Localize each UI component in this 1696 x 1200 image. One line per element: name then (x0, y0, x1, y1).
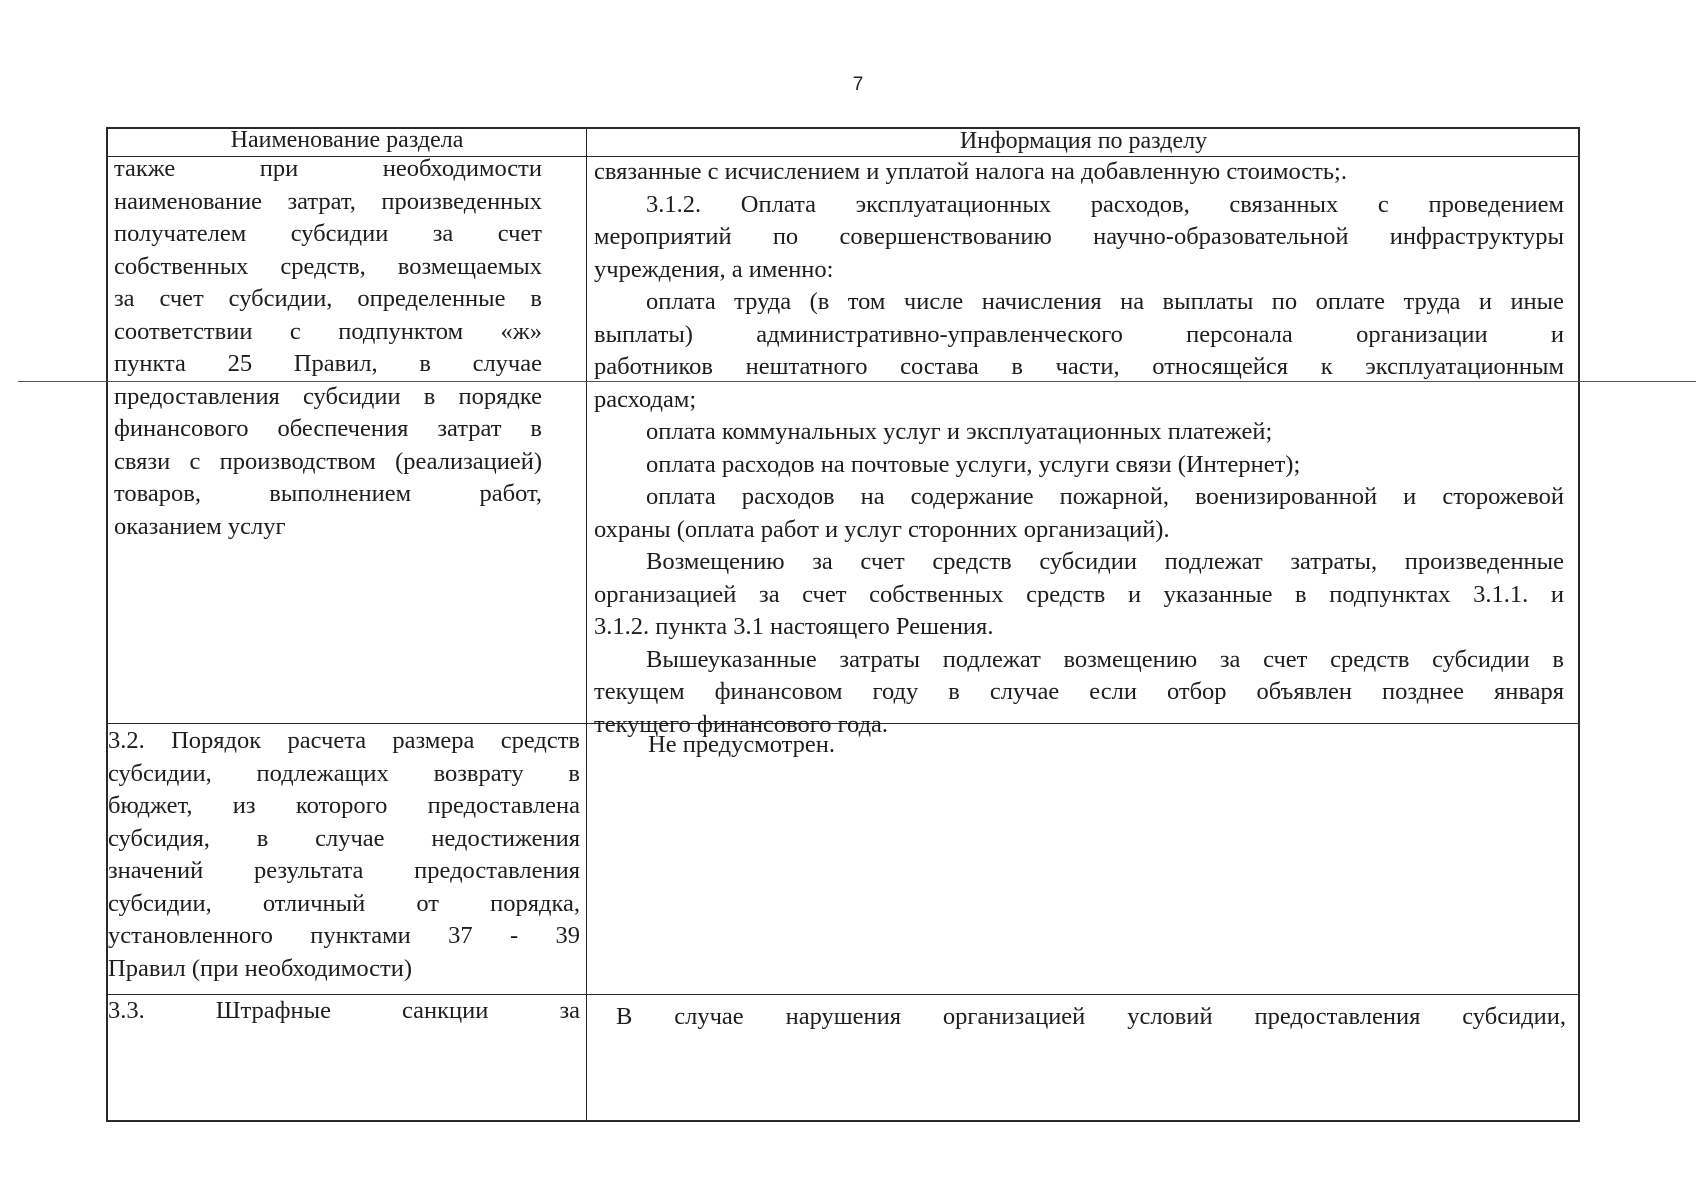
header-section-info: Информация по разделу (959, 128, 1208, 154)
text-line: оплата расходов на содержание пожарной, военизированной и сторожевой (646, 483, 1564, 510)
text-line: пункта 25 Правил, в случае (114, 350, 542, 377)
text-line: Вышеуказанные затраты подлежат возмещению за счет средств субсидии в (646, 645, 1564, 673)
text-line: предоставления субсидии в порядке (114, 382, 542, 410)
row1-section-name (114, 153, 542, 543)
text-line: учреждения, а именно: (594, 255, 834, 283)
text-line: текущего финансового года. (594, 710, 889, 738)
text-line: получателем субсидии за счет (114, 220, 542, 247)
text-line: 3.1.2. Оплата эксплуатационных расходов, связанных с проведением (646, 190, 1564, 218)
text-line: работников нештатного состава в части, относящейся к эксплуатационным (594, 353, 1564, 380)
row1-section-info (594, 156, 1564, 741)
text-line: установленного пунктами 37 - 39 (108, 922, 580, 949)
text-line: охраны (оплата работ и услуг сторонних организаций). (594, 515, 1170, 543)
text-line: субсидия, в случае недостижения (108, 824, 580, 852)
text-line: наименование затрат, произведенных (114, 187, 542, 215)
text-line: бюджет, из которого предоставлена (108, 792, 580, 819)
text-line: оказанием услуг (114, 512, 286, 540)
text-line: мероприятий по совершенствованию научно-образовательной инфраструктуры (594, 223, 1564, 250)
text-line: связанные с исчислением и уплатой налога на добавленную стоимость;. (594, 158, 1347, 185)
scan-artifact-line (18, 381, 1696, 382)
text-line: субсидии, подлежащих возврату в (108, 759, 580, 787)
text-line: субсидии, отличный от порядка, (108, 889, 580, 917)
text-line: собственных средств, возмещаемых (114, 252, 542, 280)
text-line: Правил (при необходимости) (108, 954, 413, 982)
row3-section-name (108, 995, 580, 1028)
text-line: расходам; (594, 385, 697, 413)
page-number: 7 (852, 74, 864, 95)
text-line: 3.1.2. пункта 3.1 настоящего Решения. (594, 613, 994, 640)
section-table (106, 127, 1580, 1122)
text-line: финансового обеспечения затрат в (114, 415, 542, 442)
text-line: оплата расходов на почтовые услуги, услуги связи (Интернет); (646, 450, 1301, 478)
text-line: оплата труда (в том числе начисления на выплаты по оплате труда и иные (646, 288, 1564, 315)
text-line: связи с производством (реализацией) (114, 447, 542, 475)
text-line: соответствии с подпунктом «ж» (114, 317, 542, 345)
text-line: за счет субсидии, определенные в (114, 285, 542, 312)
row2-section-info (648, 729, 1548, 762)
text-line: значений результата предоставления (108, 857, 580, 884)
text-line: организацией за счет собственных средств и указанные в подпунктах 3.1.1. и (594, 580, 1564, 608)
text-line: оплата коммунальных услуг и эксплуатационных платежей; (646, 418, 1273, 445)
text-line: 3.2. Порядок расчета размера средств (108, 727, 580, 754)
text-line: также при необходимости (114, 155, 542, 182)
column-divider (586, 129, 587, 1120)
text-line: текущем финансовом году в случае если отбор объявлен позднее января (594, 678, 1564, 705)
text-line: Возмещению за счет средств субсидии подлежат затраты, произведенные (646, 548, 1564, 575)
row2-section-name (108, 725, 580, 985)
text-line: выплаты) административно-управленческого персонала организации и (594, 320, 1564, 348)
text-line: товаров, выполнением работ, (114, 480, 542, 507)
text-line: Не предусмотрен. (648, 731, 835, 758)
header-section-name: Наименование раздела (230, 127, 464, 153)
row3-section-info (616, 1001, 1566, 1034)
text-line: 3.3. Штрафные санкции за (108, 997, 580, 1024)
text-line: В случае нарушения организацией условий предоставления субсидии, (616, 1003, 1566, 1030)
